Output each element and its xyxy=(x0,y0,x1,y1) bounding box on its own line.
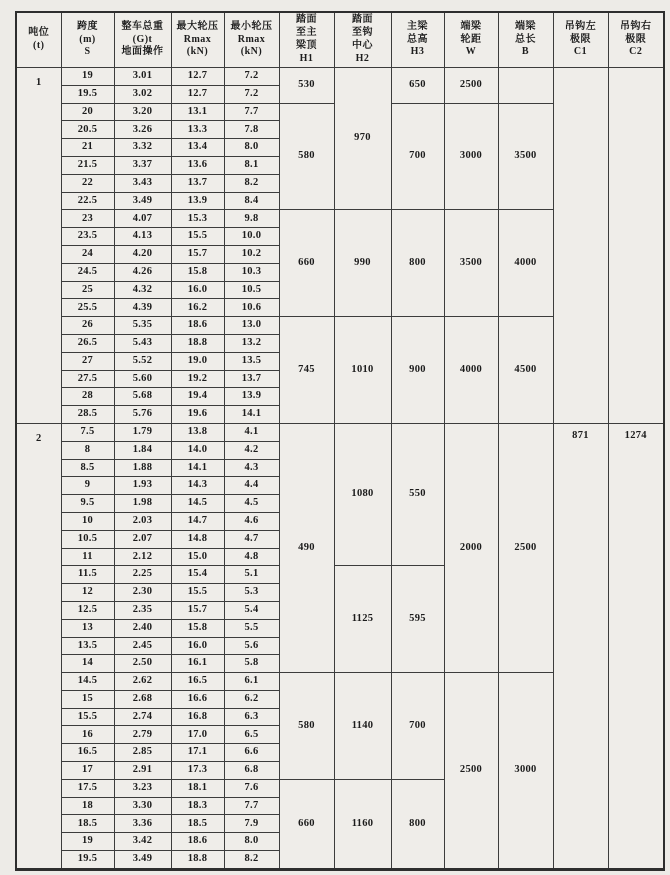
cell-weight: 2.07 xyxy=(114,530,171,548)
cell-rmax: 18.3 xyxy=(171,797,224,815)
cell-b xyxy=(498,68,553,104)
cell-rmax: 13.8 xyxy=(171,423,224,441)
cell-rmin: 6.2 xyxy=(224,690,279,708)
cell-rmax: 16.6 xyxy=(171,690,224,708)
cell-w: 3500 xyxy=(444,210,498,317)
cell-weight: 3.26 xyxy=(114,121,171,139)
cell-rmax: 13.6 xyxy=(171,156,224,174)
cell-span: 13 xyxy=(61,619,114,637)
cell-span: 12 xyxy=(61,584,114,602)
cell-span: 15.5 xyxy=(61,708,114,726)
cell-rmin: 4.5 xyxy=(224,495,279,513)
cell-rmax: 18.6 xyxy=(171,833,224,851)
cell-h3: 900 xyxy=(391,317,444,424)
cell-weight: 3.37 xyxy=(114,156,171,174)
cell-span: 20.5 xyxy=(61,121,114,139)
col-header-min-wheel-load: 最小轮压 Rmax (kN) xyxy=(224,12,279,68)
cell-weight: 3.30 xyxy=(114,797,171,815)
cell-weight: 5.68 xyxy=(114,388,171,406)
cell-weight: 5.43 xyxy=(114,334,171,352)
cell-rmin: 4.8 xyxy=(224,548,279,566)
cell-rmax: 13.4 xyxy=(171,139,224,157)
cell-rmax: 16.0 xyxy=(171,637,224,655)
cell-weight: 3.49 xyxy=(114,192,171,210)
cell-weight: 2.45 xyxy=(114,637,171,655)
cell-h1: 660 xyxy=(279,779,334,869)
cell-span: 20 xyxy=(61,103,114,121)
cell-rmin: 10.6 xyxy=(224,299,279,317)
cell-weight: 4.07 xyxy=(114,210,171,228)
table-row xyxy=(16,68,664,86)
cell-rmin: 5.4 xyxy=(224,601,279,619)
cell-span: 19 xyxy=(61,833,114,851)
cell-rmax: 16.5 xyxy=(171,673,224,691)
cell-rmax: 17.3 xyxy=(171,762,224,780)
cell-rmin: 13.2 xyxy=(224,334,279,352)
table-row xyxy=(16,423,664,441)
cell-rmax: 15.7 xyxy=(171,601,224,619)
cell-rmax: 13.7 xyxy=(171,174,224,192)
cell-weight: 3.32 xyxy=(114,139,171,157)
cell-h3: 800 xyxy=(391,210,444,317)
cell-rmin: 5.6 xyxy=(224,637,279,655)
cell-rmin: 9.8 xyxy=(224,210,279,228)
cell-h2: 1125 xyxy=(334,566,391,673)
cell-h2: 1160 xyxy=(334,779,391,869)
cell-rmin: 6.1 xyxy=(224,673,279,691)
cell-b: 4000 xyxy=(498,210,553,317)
cell-b: 3000 xyxy=(498,673,553,870)
cell-span: 27.5 xyxy=(61,370,114,388)
cell-weight: 2.30 xyxy=(114,584,171,602)
cell-weight: 2.91 xyxy=(114,762,171,780)
cell-c1 xyxy=(553,68,608,424)
cell-rmax: 14.3 xyxy=(171,477,224,495)
cell-span: 22 xyxy=(61,174,114,192)
cell-weight: 2.40 xyxy=(114,619,171,637)
cell-h2: 1010 xyxy=(334,317,391,424)
cell-span: 28.5 xyxy=(61,406,114,424)
cell-weight: 5.52 xyxy=(114,352,171,370)
cell-weight: 2.68 xyxy=(114,690,171,708)
cell-rmin: 5.5 xyxy=(224,619,279,637)
cell-span: 18.5 xyxy=(61,815,114,833)
cell-rmax: 15.0 xyxy=(171,548,224,566)
table-body xyxy=(16,68,664,870)
col-header-w: 端梁 轮距 W xyxy=(444,12,498,68)
cell-rmin: 13.9 xyxy=(224,388,279,406)
cell-span: 21 xyxy=(61,139,114,157)
cell-weight: 3.43 xyxy=(114,174,171,192)
cell-weight: 5.35 xyxy=(114,317,171,335)
cell-weight: 2.79 xyxy=(114,726,171,744)
cell-span: 16 xyxy=(61,726,114,744)
cell-span: 22.5 xyxy=(61,192,114,210)
cell-span: 23 xyxy=(61,210,114,228)
cell-rmax: 14.5 xyxy=(171,495,224,513)
cell-rmin: 4.3 xyxy=(224,459,279,477)
cell-rmax: 18.5 xyxy=(171,815,224,833)
cell-rmin: 7.2 xyxy=(224,85,279,103)
col-header-max-wheel-load: 最大轮压 Rmax (kN) xyxy=(171,12,224,68)
cell-rmin: 14.1 xyxy=(224,406,279,424)
col-header-h1: 踏面 至主 梁顶 H1 xyxy=(279,12,334,68)
cell-tonnage: 2 xyxy=(16,423,61,869)
cell-span: 18 xyxy=(61,797,114,815)
cell-span: 8 xyxy=(61,441,114,459)
cell-h1: 490 xyxy=(279,423,334,672)
cell-weight: 1.84 xyxy=(114,441,171,459)
cell-weight: 2.25 xyxy=(114,566,171,584)
cell-weight: 2.62 xyxy=(114,673,171,691)
cell-h3: 595 xyxy=(391,566,444,673)
cell-span: 23.5 xyxy=(61,228,114,246)
cell-w: 2000 xyxy=(444,423,498,672)
cell-rmax: 15.7 xyxy=(171,245,224,263)
col-header-c1: 吊钩左 极限 C1 xyxy=(553,12,608,68)
cell-rmax: 18.8 xyxy=(171,851,224,870)
cell-rmin: 4.6 xyxy=(224,512,279,530)
cell-rmax: 18.1 xyxy=(171,779,224,797)
cell-tonnage: 1 xyxy=(16,68,61,424)
cell-rmax: 17.0 xyxy=(171,726,224,744)
cell-span: 26.5 xyxy=(61,334,114,352)
cell-rmax: 13.3 xyxy=(171,121,224,139)
cell-rmax: 12.7 xyxy=(171,85,224,103)
cell-span: 21.5 xyxy=(61,156,114,174)
cell-c2 xyxy=(608,68,664,424)
cell-b: 3500 xyxy=(498,103,553,210)
cell-span: 27 xyxy=(61,352,114,370)
cell-h1: 580 xyxy=(279,673,334,780)
cell-span: 9.5 xyxy=(61,495,114,513)
cell-rmax: 16.8 xyxy=(171,708,224,726)
cell-rmax: 14.7 xyxy=(171,512,224,530)
cell-weight: 3.20 xyxy=(114,103,171,121)
cell-h3: 800 xyxy=(391,779,444,869)
cell-rmin: 13.0 xyxy=(224,317,279,335)
cell-rmin: 10.2 xyxy=(224,245,279,263)
cell-weight: 3.42 xyxy=(114,833,171,851)
cell-h2: 970 xyxy=(334,68,391,210)
cell-rmin: 6.6 xyxy=(224,744,279,762)
cell-rmax: 19.2 xyxy=(171,370,224,388)
cell-rmin: 10.3 xyxy=(224,263,279,281)
cell-rmin: 10.0 xyxy=(224,228,279,246)
cell-span: 7.5 xyxy=(61,423,114,441)
cell-rmax: 15.5 xyxy=(171,584,224,602)
cell-rmin: 10.5 xyxy=(224,281,279,299)
cell-weight: 3.02 xyxy=(114,85,171,103)
cell-span: 15 xyxy=(61,690,114,708)
cell-span: 11 xyxy=(61,548,114,566)
cell-span: 9 xyxy=(61,477,114,495)
cell-rmin: 7.2 xyxy=(224,68,279,86)
header-row xyxy=(16,12,664,68)
cell-span: 17.5 xyxy=(61,779,114,797)
cell-span: 16.5 xyxy=(61,744,114,762)
cell-span: 10.5 xyxy=(61,530,114,548)
cell-c2: 1274 xyxy=(608,423,664,869)
crane-spec-table xyxy=(15,11,665,871)
cell-h1: 580 xyxy=(279,103,334,210)
cell-h2: 990 xyxy=(334,210,391,317)
cell-weight: 4.13 xyxy=(114,228,171,246)
cell-span: 19.5 xyxy=(61,851,114,870)
cell-span: 24.5 xyxy=(61,263,114,281)
cell-span: 12.5 xyxy=(61,601,114,619)
cell-rmin: 4.7 xyxy=(224,530,279,548)
cell-weight: 4.26 xyxy=(114,263,171,281)
cell-rmin: 7.6 xyxy=(224,779,279,797)
cell-c1: 871 xyxy=(553,423,608,869)
cell-w: 2500 xyxy=(444,68,498,104)
cell-rmin: 8.2 xyxy=(224,174,279,192)
cell-rmin: 4.4 xyxy=(224,477,279,495)
col-header-total-weight: 整车总重 (G)t 地面操作 xyxy=(114,12,171,68)
cell-rmax: 14.8 xyxy=(171,530,224,548)
cell-rmin: 13.7 xyxy=(224,370,279,388)
col-header-h2: 踏面 至钩 中心 H2 xyxy=(334,12,391,68)
cell-h3: 700 xyxy=(391,673,444,780)
cell-span: 10 xyxy=(61,512,114,530)
cell-span: 11.5 xyxy=(61,566,114,584)
cell-rmax: 19.6 xyxy=(171,406,224,424)
cell-rmin: 6.5 xyxy=(224,726,279,744)
cell-weight: 2.12 xyxy=(114,548,171,566)
cell-rmin: 8.0 xyxy=(224,139,279,157)
cell-rmax: 16.1 xyxy=(171,655,224,673)
cell-weight: 3.49 xyxy=(114,851,171,870)
cell-rmax: 16.0 xyxy=(171,281,224,299)
cell-h1: 745 xyxy=(279,317,334,424)
cell-span: 24 xyxy=(61,245,114,263)
cell-rmin: 8.2 xyxy=(224,851,279,870)
cell-span: 13.5 xyxy=(61,637,114,655)
cell-rmax: 13.9 xyxy=(171,192,224,210)
cell-rmax: 15.4 xyxy=(171,566,224,584)
cell-span: 19.5 xyxy=(61,85,114,103)
cell-rmin: 4.2 xyxy=(224,441,279,459)
cell-span: 17 xyxy=(61,762,114,780)
cell-rmin: 5.1 xyxy=(224,566,279,584)
cell-rmax: 14.1 xyxy=(171,459,224,477)
cell-h1: 660 xyxy=(279,210,334,317)
cell-weight: 2.35 xyxy=(114,601,171,619)
cell-rmax: 15.8 xyxy=(171,619,224,637)
cell-span: 26 xyxy=(61,317,114,335)
col-header-c2: 吊钩右 极限 C2 xyxy=(608,12,664,68)
cell-rmin: 7.8 xyxy=(224,121,279,139)
cell-weight: 3.23 xyxy=(114,779,171,797)
cell-weight: 3.01 xyxy=(114,68,171,86)
cell-rmin: 7.7 xyxy=(224,103,279,121)
cell-span: 14 xyxy=(61,655,114,673)
cell-span: 25 xyxy=(61,281,114,299)
cell-span: 8.5 xyxy=(61,459,114,477)
col-header-h3: 主梁 总高 H3 xyxy=(391,12,444,68)
cell-rmax: 15.3 xyxy=(171,210,224,228)
cell-rmin: 6.8 xyxy=(224,762,279,780)
cell-weight: 4.39 xyxy=(114,299,171,317)
cell-span: 19 xyxy=(61,68,114,86)
cell-rmin: 5.3 xyxy=(224,584,279,602)
cell-rmax: 13.1 xyxy=(171,103,224,121)
cell-h2: 1140 xyxy=(334,673,391,780)
cell-rmax: 17.1 xyxy=(171,744,224,762)
cell-h3: 650 xyxy=(391,68,444,104)
cell-weight: 5.76 xyxy=(114,406,171,424)
cell-rmin: 8.0 xyxy=(224,833,279,851)
cell-w: 2500 xyxy=(444,673,498,870)
cell-weight: 1.88 xyxy=(114,459,171,477)
cell-h1: 530 xyxy=(279,68,334,104)
cell-h2: 1080 xyxy=(334,423,391,565)
cell-rmax: 14.0 xyxy=(171,441,224,459)
cell-rmin: 7.7 xyxy=(224,797,279,815)
cell-span: 25.5 xyxy=(61,299,114,317)
cell-span: 28 xyxy=(61,388,114,406)
cell-rmin: 5.8 xyxy=(224,655,279,673)
cell-weight: 2.74 xyxy=(114,708,171,726)
cell-rmin: 13.5 xyxy=(224,352,279,370)
cell-weight: 4.20 xyxy=(114,245,171,263)
cell-w: 4000 xyxy=(444,317,498,424)
col-header-span: 跨度 (m) S xyxy=(61,12,114,68)
cell-weight: 3.36 xyxy=(114,815,171,833)
cell-rmin: 8.1 xyxy=(224,156,279,174)
cell-rmax: 18.6 xyxy=(171,317,224,335)
cell-span: 14.5 xyxy=(61,673,114,691)
cell-rmax: 18.8 xyxy=(171,334,224,352)
cell-rmax: 12.7 xyxy=(171,68,224,86)
cell-weight: 2.85 xyxy=(114,744,171,762)
col-header-b: 端梁 总长 B xyxy=(498,12,553,68)
cell-rmax: 19.0 xyxy=(171,352,224,370)
cell-weight: 1.79 xyxy=(114,423,171,441)
cell-weight: 5.60 xyxy=(114,370,171,388)
cell-weight: 2.50 xyxy=(114,655,171,673)
cell-weight: 2.03 xyxy=(114,512,171,530)
cell-rmax: 19.4 xyxy=(171,388,224,406)
cell-rmin: 7.9 xyxy=(224,815,279,833)
cell-rmin: 8.4 xyxy=(224,192,279,210)
cell-h3: 550 xyxy=(391,423,444,565)
cell-weight: 4.32 xyxy=(114,281,171,299)
cell-b: 2500 xyxy=(498,423,553,672)
cell-weight: 1.98 xyxy=(114,495,171,513)
cell-w: 3000 xyxy=(444,103,498,210)
cell-rmax: 16.2 xyxy=(171,299,224,317)
cell-rmax: 15.8 xyxy=(171,263,224,281)
col-header-tonnage: 吨位 (t) xyxy=(16,12,61,68)
cell-b: 4500 xyxy=(498,317,553,424)
cell-rmax: 15.5 xyxy=(171,228,224,246)
cell-h3: 700 xyxy=(391,103,444,210)
cell-rmin: 6.3 xyxy=(224,708,279,726)
cell-rmin: 4.1 xyxy=(224,423,279,441)
cell-weight: 1.93 xyxy=(114,477,171,495)
table-header xyxy=(16,12,664,68)
